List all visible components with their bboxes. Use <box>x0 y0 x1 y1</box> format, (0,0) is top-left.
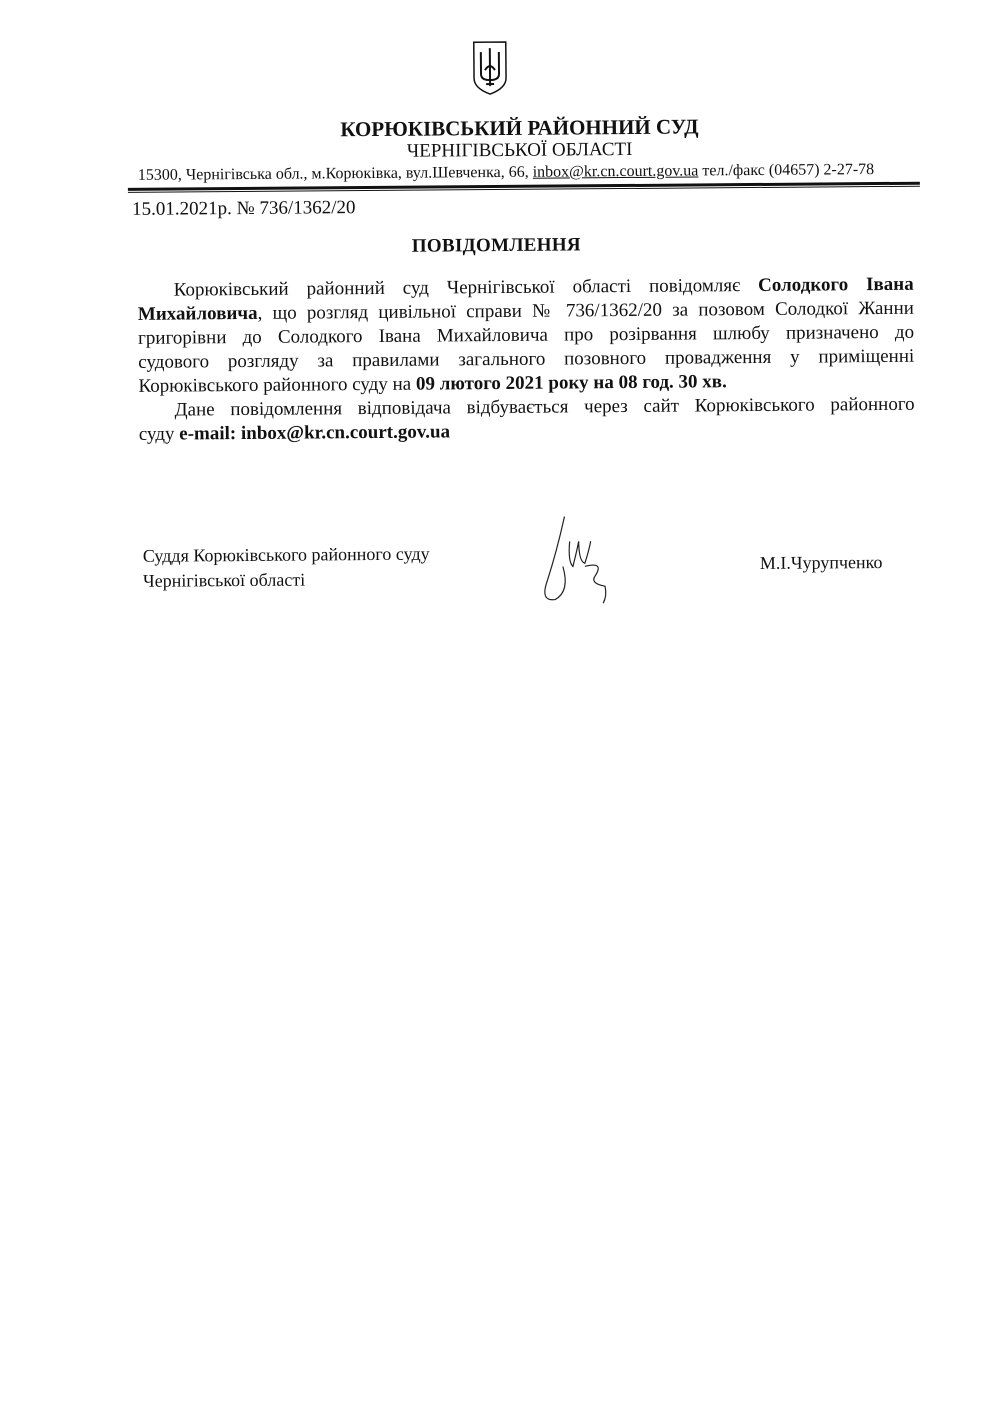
reference-number: 15.01.2021р. № 736/1362/20 <box>131 197 356 220</box>
address-phone: тел./факс (04657) 2-27-78 <box>702 161 875 180</box>
body-text: , що розгляд цивільної справи № 736/1362/20 за позовом Солодкої Жанни <box>257 297 914 324</box>
judge-position-line: Чернігівської області <box>142 569 306 591</box>
judge-name: М.І.Чурупченко <box>759 552 883 573</box>
court-email: e-mail: inbox@kr.cn.court.gov.ua <box>179 421 451 445</box>
body-text: Корюківського районного суду на <box>138 373 412 397</box>
body-line: григорівни до Солодкого Івана Михайловича про розірвання шлюбу призначено до <box>137 321 915 349</box>
body-line <box>139 417 915 447</box>
body-line: судового розгляду за правилами загального позовного провадження у приміщенні <box>138 345 915 373</box>
document-title: ПОВІДОМЛЕННЯ <box>411 234 581 257</box>
body-line: Дане повідомлення відповідача відбувається через сайт Корюківського районного <box>174 393 915 421</box>
court-region: ЧЕРНІГІВСЬКОЇ ОБЛАСТІ <box>406 138 633 162</box>
court-name: КОРЮКІВСЬКИЙ РАЙОННИЙ СУД <box>340 114 699 142</box>
address-email-link[interactable]: inbox@kr.cn.court.gov.ua <box>532 162 699 181</box>
trident-emblem-icon <box>471 40 509 96</box>
defendant-name-cont: Михайловича <box>137 302 258 325</box>
court-address <box>138 161 874 185</box>
defendant-name: Солодкого Івана <box>758 273 914 296</box>
judge-position-line: Суддя Корюківського районного суду <box>142 543 430 566</box>
notice-body <box>138 273 915 447</box>
hearing-datetime: 09 лютого 2021 року на 08 год. 30 хв. <box>415 371 727 395</box>
body-text: суду <box>138 423 175 445</box>
judge-position <box>143 542 430 594</box>
body-text: Корюківський районний суд Чернігівської області повідомляє <box>173 275 741 301</box>
address-text: 15300, Чернігівська обл., м.Корюківка, вул.Шевченка, 66, <box>137 163 529 184</box>
handwritten-signature-icon <box>534 511 615 607</box>
